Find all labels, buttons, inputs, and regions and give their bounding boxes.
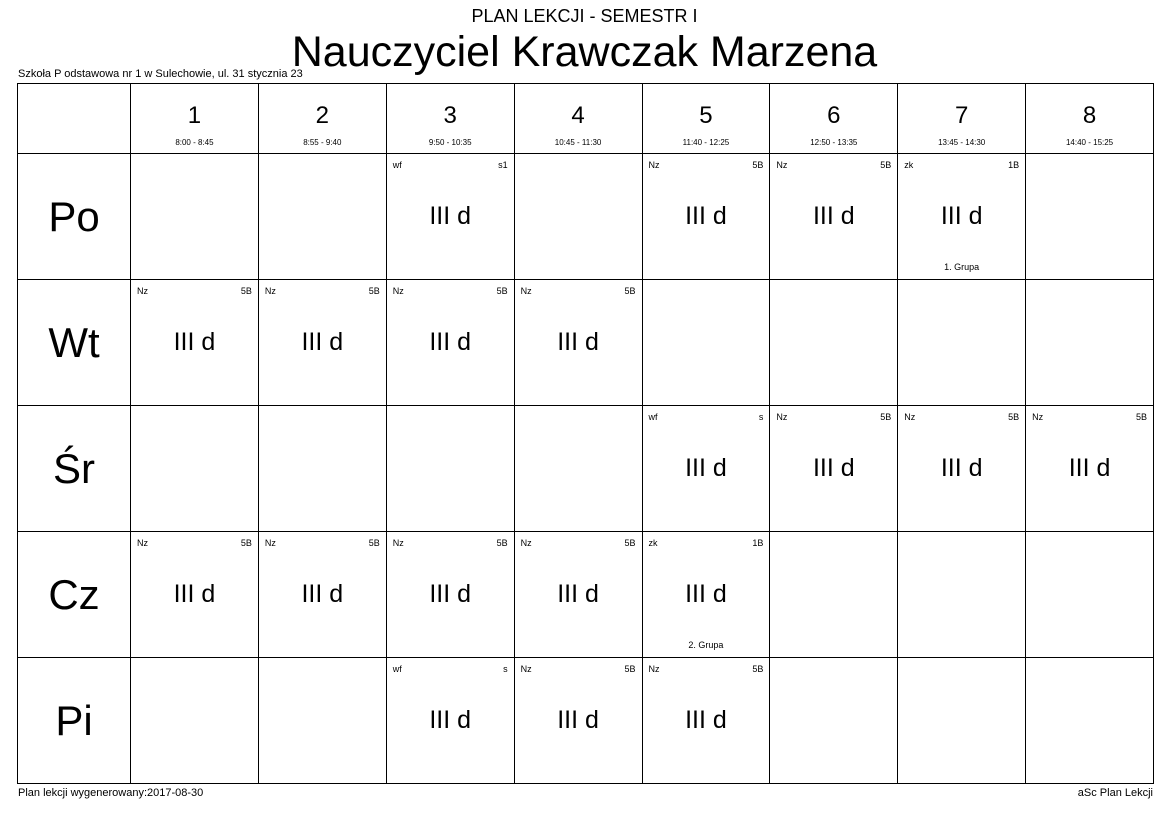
lesson-room: 5B (496, 538, 508, 548)
lesson-room: 5B (624, 286, 636, 296)
period-header (131, 84, 259, 154)
day-label: Po (48, 192, 100, 240)
brand-label: aSc Plan Lekcji (1077, 787, 1153, 799)
day-label: Wt (48, 318, 100, 366)
school-address: Szkoła P odstawowa nr 1 w Sulechowie, ul. 31 stycznia 23 (18, 68, 303, 80)
lesson-subject: Nz (520, 664, 532, 674)
generated-date: Plan lekcji wygenerowany:2017-08-30 (18, 787, 204, 799)
plan-subtitle: PLAN LEKCJI - SEMESTR I (471, 6, 698, 26)
period-number: 8 (1082, 102, 1097, 129)
lesson-cell (131, 280, 259, 406)
lesson-cell (386, 154, 514, 280)
lesson-class: III d (812, 454, 855, 482)
lesson-room: 5B (1008, 412, 1020, 422)
empty-cell (386, 406, 514, 532)
period-time: 12:50 - 13:35 (810, 138, 858, 147)
day-row (18, 154, 1154, 280)
period-time: 13:45 - 14:30 (938, 138, 986, 147)
lesson-class: III d (301, 328, 344, 356)
lesson-cell (1026, 406, 1154, 532)
empty-cell (131, 406, 259, 532)
lesson-class: III d (173, 328, 216, 356)
day-row (18, 406, 1154, 532)
lesson-subject: Nz (264, 286, 276, 296)
period-time: 14:40 - 15:25 (1065, 138, 1114, 147)
lesson-class: III d (685, 454, 727, 482)
lesson-group: 1. Grupa (944, 262, 980, 272)
period-header (770, 84, 898, 154)
lesson-class: III d (685, 202, 727, 230)
lesson-class: III d (685, 580, 727, 608)
period-header (514, 84, 642, 154)
period-time: 10:45 - 11:30 (554, 138, 602, 147)
lesson-cell (258, 532, 386, 658)
lesson-cell (386, 658, 514, 784)
lesson-room: 5B (752, 160, 764, 170)
timetable (17, 83, 1154, 784)
period-time: 9:50 - 10:35 (428, 138, 472, 147)
lesson-cell (898, 406, 1026, 532)
empty-cell (1026, 658, 1154, 784)
lesson-room: 5B (496, 286, 508, 296)
lesson-subject: Nz (648, 160, 660, 170)
lesson-subject: Nz (392, 286, 404, 296)
day-label-cell (18, 532, 131, 658)
empty-cell (131, 154, 259, 280)
teacher-title: Nauczyciel Krawczak Marzena (291, 28, 878, 76)
lesson-subject: Nz (520, 538, 532, 548)
lesson-subject: Nz (264, 538, 276, 548)
lesson-subject: Nz (520, 286, 532, 296)
lesson-room: 5B (880, 412, 892, 422)
lesson-cell (386, 532, 514, 658)
lesson-room: 5B (624, 664, 636, 674)
lesson-cell (386, 280, 514, 406)
lesson-room: 5B (368, 286, 380, 296)
lesson-class: III d (429, 706, 472, 734)
lesson-subject: Nz (1032, 412, 1044, 422)
lesson-subject: Nz (648, 664, 660, 674)
day-label-cell (18, 154, 131, 280)
lesson-cell (898, 154, 1026, 280)
lesson-class: III d (173, 580, 216, 608)
period-header (898, 84, 1026, 154)
corner-cell (18, 84, 131, 154)
lesson-subject: wf (648, 412, 658, 422)
lesson-room: 5B (752, 664, 764, 674)
lesson-class: III d (1068, 454, 1111, 482)
day-label-cell (18, 280, 131, 406)
empty-cell (1026, 154, 1154, 280)
day-label-cell (18, 658, 131, 784)
day-label-cell (18, 406, 131, 532)
empty-cell (770, 280, 898, 406)
lesson-room: 5B (368, 538, 380, 548)
lesson-room: 5B (624, 538, 636, 548)
empty-cell (1026, 532, 1154, 658)
period-header (386, 84, 514, 154)
period-time: 8:00 - 8:45 (175, 138, 214, 147)
lesson-class: III d (557, 580, 599, 608)
day-row (18, 532, 1154, 658)
lesson-subject: Nz (776, 160, 788, 170)
lesson-class: III d (429, 328, 472, 356)
lesson-cell (642, 532, 770, 658)
lesson-subject: Nz (904, 412, 916, 422)
period-number: 5 (699, 102, 713, 129)
lesson-room: 5B (240, 286, 252, 296)
empty-cell (258, 154, 386, 280)
lesson-cell (770, 154, 898, 280)
empty-cell (514, 154, 642, 280)
lesson-room: 1B (1008, 160, 1020, 170)
lesson-class: III d (429, 580, 472, 608)
empty-cell (514, 406, 642, 532)
lesson-room: s1 (498, 160, 508, 170)
empty-cell (642, 280, 770, 406)
lesson-class: III d (557, 706, 599, 734)
lesson-cell (642, 154, 770, 280)
empty-cell (131, 658, 259, 784)
lesson-room: 1B (752, 538, 764, 548)
lesson-cell (642, 406, 770, 532)
day-label: Pi (55, 696, 93, 744)
lesson-subject: Nz (137, 538, 148, 548)
lesson-class: III d (812, 202, 855, 230)
period-time: 8:55 - 9:40 (303, 138, 342, 147)
empty-cell (1026, 280, 1154, 406)
lesson-room: s (758, 412, 764, 422)
period-number: 2 (315, 102, 329, 129)
lesson-subject: wf (392, 664, 402, 674)
day-row (18, 658, 1154, 784)
empty-cell (770, 532, 898, 658)
period-number: 3 (443, 102, 457, 129)
empty-cell (770, 658, 898, 784)
lesson-subject: Nz (392, 538, 404, 548)
empty-cell (898, 532, 1026, 658)
lesson-subject: zk (648, 538, 658, 548)
lesson-room: 5B (240, 538, 252, 548)
day-label: Cz (48, 570, 100, 618)
lesson-class: III d (301, 580, 344, 608)
lesson-room: s (503, 664, 508, 674)
lesson-subject: Nz (776, 412, 788, 422)
lesson-class: III d (940, 202, 983, 230)
lesson-cell (770, 406, 898, 532)
lesson-cell (514, 658, 642, 784)
empty-cell (898, 658, 1026, 784)
lesson-class: III d (685, 706, 727, 734)
period-number: 6 (827, 102, 841, 129)
empty-cell (258, 658, 386, 784)
lesson-class: III d (940, 454, 983, 482)
lesson-cell (642, 658, 770, 784)
period-header (258, 84, 386, 154)
period-header (1026, 84, 1154, 154)
lesson-class: III d (557, 328, 599, 356)
lesson-group: 2. Grupa (688, 640, 724, 650)
period-number: 4 (571, 102, 585, 129)
empty-cell (258, 406, 386, 532)
period-number: 7 (955, 102, 969, 129)
period-header-row (18, 84, 1154, 154)
lesson-cell (258, 280, 386, 406)
period-header (642, 84, 770, 154)
lesson-cell (514, 280, 642, 406)
period-number: 1 (187, 102, 202, 129)
lesson-subject: zk (904, 160, 914, 170)
lesson-cell (131, 532, 259, 658)
lesson-room: 5B (1135, 412, 1147, 422)
empty-cell (898, 280, 1026, 406)
lesson-subject: Nz (137, 286, 148, 296)
lesson-subject: wf (392, 160, 402, 170)
lesson-room: 5B (880, 160, 892, 170)
day-label: Śr (53, 444, 95, 492)
lesson-class: III d (429, 202, 472, 230)
period-time: 11:40 - 12:25 (682, 138, 730, 147)
day-row (18, 280, 1154, 406)
lesson-cell (514, 532, 642, 658)
